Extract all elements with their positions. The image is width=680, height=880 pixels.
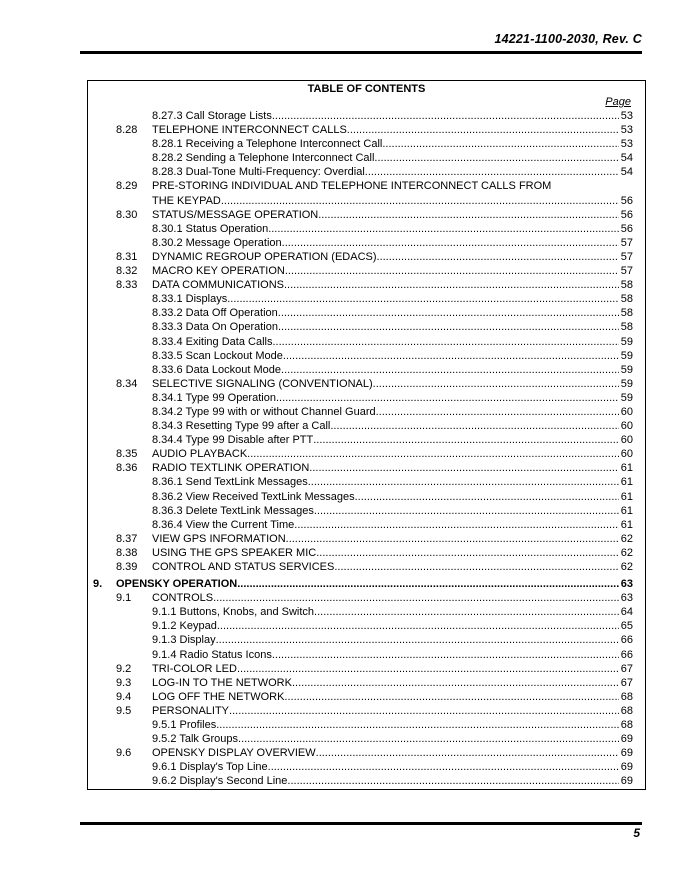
table-of-contents bbox=[87, 80, 646, 790]
dot-leader bbox=[292, 676, 619, 690]
toc-entry-title: AUDIO PLAYBACK bbox=[152, 448, 248, 461]
toc-entry-number: 8.30 bbox=[116, 208, 138, 221]
toc-entry[interactable] bbox=[88, 504, 645, 518]
toc-title: TABLE OF CONTENTS bbox=[307, 83, 426, 95]
toc-entry-title: 9.1.1 Buttons, Knobs, and Switch bbox=[152, 606, 315, 619]
toc-entry-page: 64 bbox=[620, 606, 633, 619]
toc-entry[interactable] bbox=[88, 151, 645, 165]
toc-entry-title: 9.5.1 Profiles bbox=[152, 719, 217, 732]
dot-leader bbox=[217, 619, 619, 633]
toc-entry[interactable] bbox=[88, 518, 645, 532]
toc-entry-page: 62 bbox=[620, 561, 633, 573]
dot-leader bbox=[268, 760, 619, 774]
toc-entry-title: 9.6.1 Display's Top Line bbox=[152, 761, 268, 774]
toc-entry[interactable] bbox=[88, 179, 645, 193]
dot-leader bbox=[272, 648, 619, 662]
toc-entry[interactable] bbox=[88, 335, 645, 349]
toc-entry[interactable] bbox=[88, 447, 645, 461]
toc-entry-title: 8.33.6 Data Lockout Mode bbox=[152, 363, 282, 376]
toc-entry-title: 8.34.2 Type 99 with or without Channel Guard bbox=[152, 405, 376, 418]
dot-leader bbox=[221, 194, 619, 208]
toc-entry-page: 61 bbox=[620, 476, 633, 489]
toc-entry[interactable] bbox=[88, 560, 645, 574]
toc-entry-page: 53 bbox=[620, 110, 633, 122]
dot-leader bbox=[377, 250, 619, 264]
toc-entry-title: 9.6.2 Display's Second Line bbox=[152, 775, 288, 788]
dot-leader bbox=[316, 546, 619, 560]
toc-entry-page: 57 bbox=[620, 250, 633, 263]
toc-entry[interactable] bbox=[88, 208, 645, 222]
toc-entry[interactable] bbox=[88, 433, 645, 447]
header-rule bbox=[80, 51, 642, 54]
toc-entry-page: 54 bbox=[620, 152, 633, 165]
toc-entry-title: TELEPHONE INTERCONNECT CALLS bbox=[152, 124, 347, 137]
dot-leader bbox=[227, 292, 619, 306]
toc-entry-title: 8.28.1 Receiving a Telephone Interconnect Call bbox=[152, 138, 383, 151]
toc-entry[interactable] bbox=[88, 475, 645, 489]
toc-entry-page: 67 bbox=[620, 676, 633, 689]
dot-leader bbox=[247, 447, 619, 461]
dot-leader bbox=[216, 633, 619, 647]
toc-entry-title: 8.28.3 Dual-Tone Multi-Frequency: Overdial bbox=[152, 166, 365, 179]
toc-entry-page: 66 bbox=[620, 634, 633, 647]
toc-entry-title: 8.33.1 Displays bbox=[152, 293, 228, 306]
toc-entry[interactable] bbox=[88, 377, 645, 391]
toc-entry-page: 69 bbox=[620, 747, 633, 760]
dot-leader bbox=[374, 151, 619, 165]
dot-leader bbox=[272, 335, 619, 349]
toc-entry-title: LOG-IN TO THE NETWORK bbox=[152, 676, 292, 689]
toc-entry-number: 8.39 bbox=[116, 561, 138, 573]
toc-entry-page: 58 bbox=[620, 307, 633, 320]
toc-entry-title: CONTROL AND STATUS SERVICES bbox=[152, 561, 335, 573]
toc-entry[interactable] bbox=[88, 419, 645, 433]
dot-leader bbox=[237, 662, 619, 676]
toc-entry[interactable] bbox=[88, 306, 645, 320]
toc-entry-page: 59 bbox=[620, 335, 633, 348]
footer-rule bbox=[80, 822, 642, 825]
dot-leader bbox=[286, 532, 619, 546]
toc-entry-title: 8.36.3 Delete TextLink Messages bbox=[152, 504, 314, 517]
toc-entry-title: 8.33.3 Data On Operation bbox=[152, 321, 278, 334]
toc-entry[interactable] bbox=[88, 194, 645, 208]
toc-entry-number: 9.6 bbox=[116, 747, 132, 760]
toc-entry-page: 69 bbox=[620, 775, 633, 788]
dot-leader bbox=[313, 433, 619, 447]
dot-leader bbox=[287, 774, 619, 788]
dot-leader bbox=[283, 349, 619, 363]
toc-entry-page: 59 bbox=[620, 391, 633, 404]
toc-entry[interactable] bbox=[88, 591, 645, 605]
toc-entries bbox=[88, 109, 645, 789]
dot-leader bbox=[276, 391, 619, 405]
toc-entry-title: SELECTIVE SIGNALING (CONVENTIONAL) bbox=[152, 377, 373, 390]
toc-entry[interactable] bbox=[88, 746, 645, 760]
toc-entry-number: 8.28 bbox=[116, 124, 138, 137]
toc-entry-number: 8.33 bbox=[116, 279, 138, 292]
toc-entry[interactable] bbox=[88, 292, 645, 306]
dot-leader bbox=[355, 490, 619, 504]
toc-entry-page: 65 bbox=[620, 620, 633, 633]
toc-entry[interactable] bbox=[88, 405, 645, 419]
toc-entry-page: 63 bbox=[620, 592, 633, 605]
toc-entry-number: 8.35 bbox=[116, 448, 138, 461]
toc-entry-title: STATUS/MESSAGE OPERATION bbox=[152, 208, 319, 221]
toc-entry-page: 68 bbox=[620, 704, 633, 717]
page-number: 5 bbox=[633, 826, 640, 840]
toc-entry-number: 8.29 bbox=[116, 180, 138, 193]
toc-entry[interactable] bbox=[88, 619, 645, 633]
toc-entry[interactable] bbox=[88, 391, 645, 405]
toc-entry[interactable] bbox=[88, 461, 645, 475]
dot-leader bbox=[308, 475, 619, 489]
dot-leader bbox=[314, 605, 619, 619]
toc-entry[interactable] bbox=[88, 222, 645, 236]
toc-entry-number: 8.37 bbox=[116, 532, 138, 545]
toc-entry[interactable] bbox=[88, 648, 645, 662]
toc-entry-number: 9.4 bbox=[116, 690, 132, 703]
toc-entry[interactable] bbox=[88, 760, 645, 774]
toc-entry-number: 9.5 bbox=[116, 704, 132, 717]
toc-entry-title: MACRO KEY OPERATION bbox=[152, 265, 285, 278]
toc-entry-number: 8.32 bbox=[116, 265, 138, 278]
toc-entry[interactable] bbox=[88, 363, 645, 377]
document-id: 14221-1100-2030, Rev. C bbox=[494, 32, 642, 46]
toc-entry[interactable] bbox=[88, 774, 645, 788]
toc-entry-title: 8.33.2 Data Off Operation bbox=[152, 307, 278, 320]
toc-entry-title: USING THE GPS SPEAKER MIC bbox=[152, 546, 317, 559]
dot-leader bbox=[268, 222, 619, 236]
toc-entry-title: 8.30.1 Status Operation bbox=[152, 222, 269, 235]
toc-entry[interactable] bbox=[88, 546, 645, 560]
toc-entry[interactable] bbox=[88, 123, 645, 137]
dot-leader bbox=[284, 278, 619, 292]
dot-leader bbox=[316, 746, 619, 760]
toc-entry-page: 56 bbox=[620, 194, 633, 207]
toc-entry-page: 68 bbox=[620, 690, 633, 703]
dot-leader bbox=[309, 461, 619, 475]
toc-entry-page: 60 bbox=[620, 420, 633, 433]
toc-entry-page: 61 bbox=[620, 504, 633, 517]
toc-entry-page: 57 bbox=[620, 265, 633, 278]
toc-entry-page: 60 bbox=[620, 448, 633, 461]
toc-entry-title: 8.33.5 Scan Lockout Mode bbox=[152, 349, 283, 362]
toc-entry-page: 62 bbox=[620, 546, 633, 559]
toc-entry-title: 8.30.2 Message Operation bbox=[152, 236, 282, 249]
toc-entry-title: LOG OFF THE NETWORK bbox=[152, 690, 285, 703]
toc-entry-title: RADIO TEXTLINK OPERATION bbox=[152, 462, 310, 475]
dot-leader bbox=[278, 320, 619, 334]
toc-entry-number: 9.1 bbox=[116, 592, 132, 605]
toc-entry[interactable] bbox=[88, 250, 645, 264]
toc-entry[interactable] bbox=[88, 137, 645, 151]
toc-entry-page: 61 bbox=[620, 518, 633, 531]
toc-entry-title: 8.28.2 Sending a Telephone Interconnect Call bbox=[152, 152, 375, 165]
toc-entry-page: 68 bbox=[620, 719, 633, 732]
toc-entry-page: 58 bbox=[620, 293, 633, 306]
dot-leader bbox=[229, 704, 619, 718]
toc-entry-title: OPENSKY OPERATION bbox=[116, 578, 238, 591]
dot-leader bbox=[294, 518, 619, 532]
dot-leader bbox=[314, 504, 619, 518]
toc-entry-title: PERSONALITY bbox=[152, 704, 230, 717]
dot-leader bbox=[213, 591, 619, 605]
dot-leader bbox=[278, 306, 619, 320]
toc-entry[interactable] bbox=[88, 577, 645, 591]
toc-entry-title: TRI-COLOR LED bbox=[152, 662, 237, 675]
toc-entry-number: 9.3 bbox=[116, 676, 132, 689]
toc-entry[interactable] bbox=[88, 349, 645, 363]
dot-leader bbox=[272, 109, 619, 123]
toc-entry-title: 8.34.1 Type 99 Operation bbox=[152, 391, 276, 404]
toc-entry[interactable] bbox=[88, 605, 645, 619]
toc-entry-title: 9.1.4 Radio Status Icons bbox=[152, 648, 272, 661]
toc-entry-title: VIEW GPS INFORMATION bbox=[152, 532, 286, 545]
toc-entry-page: 69 bbox=[620, 761, 633, 774]
toc-entry-title: THE KEYPAD bbox=[152, 194, 221, 207]
dot-leader bbox=[347, 123, 619, 137]
toc-entry[interactable] bbox=[88, 264, 645, 278]
toc-entry-page: 62 bbox=[620, 532, 633, 545]
dot-leader bbox=[216, 718, 619, 732]
dot-leader bbox=[237, 577, 619, 591]
toc-entry-title: 8.27.3 Call Storage Lists bbox=[152, 110, 272, 122]
toc-entry-title: 9.1.2 Keypad bbox=[152, 620, 217, 633]
toc-entry-title: 9.1.3 Display bbox=[152, 634, 216, 647]
toc-entry-number: 8.38 bbox=[116, 546, 138, 559]
toc-entry-title: DYNAMIC REGROUP OPERATION (EDACS) bbox=[152, 250, 377, 263]
toc-entry-page: 67 bbox=[620, 662, 633, 675]
toc-entry-page: 69 bbox=[620, 733, 633, 746]
toc-entry-number: 8.34 bbox=[116, 377, 138, 390]
toc-entry-number: 8.31 bbox=[116, 250, 138, 263]
toc-entry-title: DATA COMMUNICATIONS bbox=[152, 279, 284, 292]
toc-entry-title: 8.36.2 View Received TextLink Messages bbox=[152, 490, 355, 503]
toc-entry-page: 59 bbox=[620, 377, 633, 390]
toc-entry[interactable] bbox=[88, 732, 645, 746]
toc-entry[interactable] bbox=[88, 278, 645, 292]
page-column-label: Page bbox=[605, 96, 631, 108]
toc-entry-page: 53 bbox=[620, 138, 633, 151]
toc-entry[interactable] bbox=[88, 718, 645, 732]
dot-leader bbox=[285, 264, 619, 278]
dot-leader bbox=[284, 690, 619, 704]
toc-entry-page: 57 bbox=[620, 236, 633, 249]
dot-leader bbox=[382, 137, 619, 151]
dot-leader bbox=[365, 165, 619, 179]
toc-entry-number: 8.36 bbox=[116, 462, 138, 475]
toc-entry-page: 63 bbox=[620, 578, 633, 591]
dot-leader bbox=[318, 208, 619, 222]
toc-entry-page: 61 bbox=[620, 462, 633, 475]
toc-entry-title: 8.36.4 View the Current Time bbox=[152, 518, 295, 531]
toc-entry[interactable] bbox=[88, 633, 645, 647]
toc-entry-number: 9.2 bbox=[116, 662, 132, 675]
toc-entry-title: 8.33.4 Exiting Data Calls bbox=[152, 335, 273, 348]
toc-entry-number: 9. bbox=[93, 578, 103, 591]
toc-entry-page: 60 bbox=[620, 434, 633, 447]
toc-entry-page: 66 bbox=[620, 648, 633, 661]
toc-entry[interactable] bbox=[88, 704, 645, 718]
toc-entry[interactable] bbox=[88, 532, 645, 546]
toc-entry-title: CONTROLS bbox=[152, 592, 214, 605]
dot-leader bbox=[334, 560, 619, 574]
dot-leader bbox=[330, 419, 619, 433]
toc-entry[interactable] bbox=[88, 320, 645, 334]
toc-entry-title: 8.34.4 Type 99 Disable after PTT bbox=[152, 434, 314, 447]
toc-entry[interactable] bbox=[88, 662, 645, 676]
dot-leader bbox=[376, 405, 619, 419]
toc-entry-page: 56 bbox=[620, 208, 633, 221]
toc-entry[interactable] bbox=[88, 676, 645, 690]
toc-entry[interactable] bbox=[88, 109, 645, 123]
toc-entry-title: PRE-STORING INDIVIDUAL AND TELEPHONE INTERCONNECT CALLS FROM bbox=[152, 180, 552, 193]
dot-leader bbox=[282, 236, 619, 250]
toc-entry-page: 58 bbox=[620, 321, 633, 334]
toc-entry-page: 58 bbox=[620, 279, 633, 292]
toc-entry-page: 54 bbox=[620, 166, 633, 179]
toc-entry-page: 59 bbox=[620, 349, 633, 362]
dot-leader bbox=[373, 377, 619, 391]
toc-entry-title: 8.34.3 Resetting Type 99 after a Call bbox=[152, 420, 331, 433]
toc-entry-title: OPENSKY DISPLAY OVERVIEW bbox=[152, 747, 316, 760]
toc-entry[interactable] bbox=[88, 165, 645, 179]
toc-entry[interactable] bbox=[88, 236, 645, 250]
toc-entry-page: 59 bbox=[620, 363, 633, 376]
dot-leader bbox=[238, 732, 619, 746]
dot-leader bbox=[281, 363, 619, 377]
toc-entry[interactable] bbox=[88, 690, 645, 704]
toc-entry-page: 60 bbox=[620, 405, 633, 418]
toc-entry-title: 9.5.2 Talk Groups bbox=[152, 733, 239, 746]
toc-entry[interactable] bbox=[88, 490, 645, 504]
toc-entry-page: 61 bbox=[620, 490, 633, 503]
toc-entry-page: 53 bbox=[620, 124, 633, 137]
toc-entry-title: 8.36.1 Send TextLink Messages bbox=[152, 476, 308, 489]
toc-entry-page: 56 bbox=[620, 222, 633, 235]
